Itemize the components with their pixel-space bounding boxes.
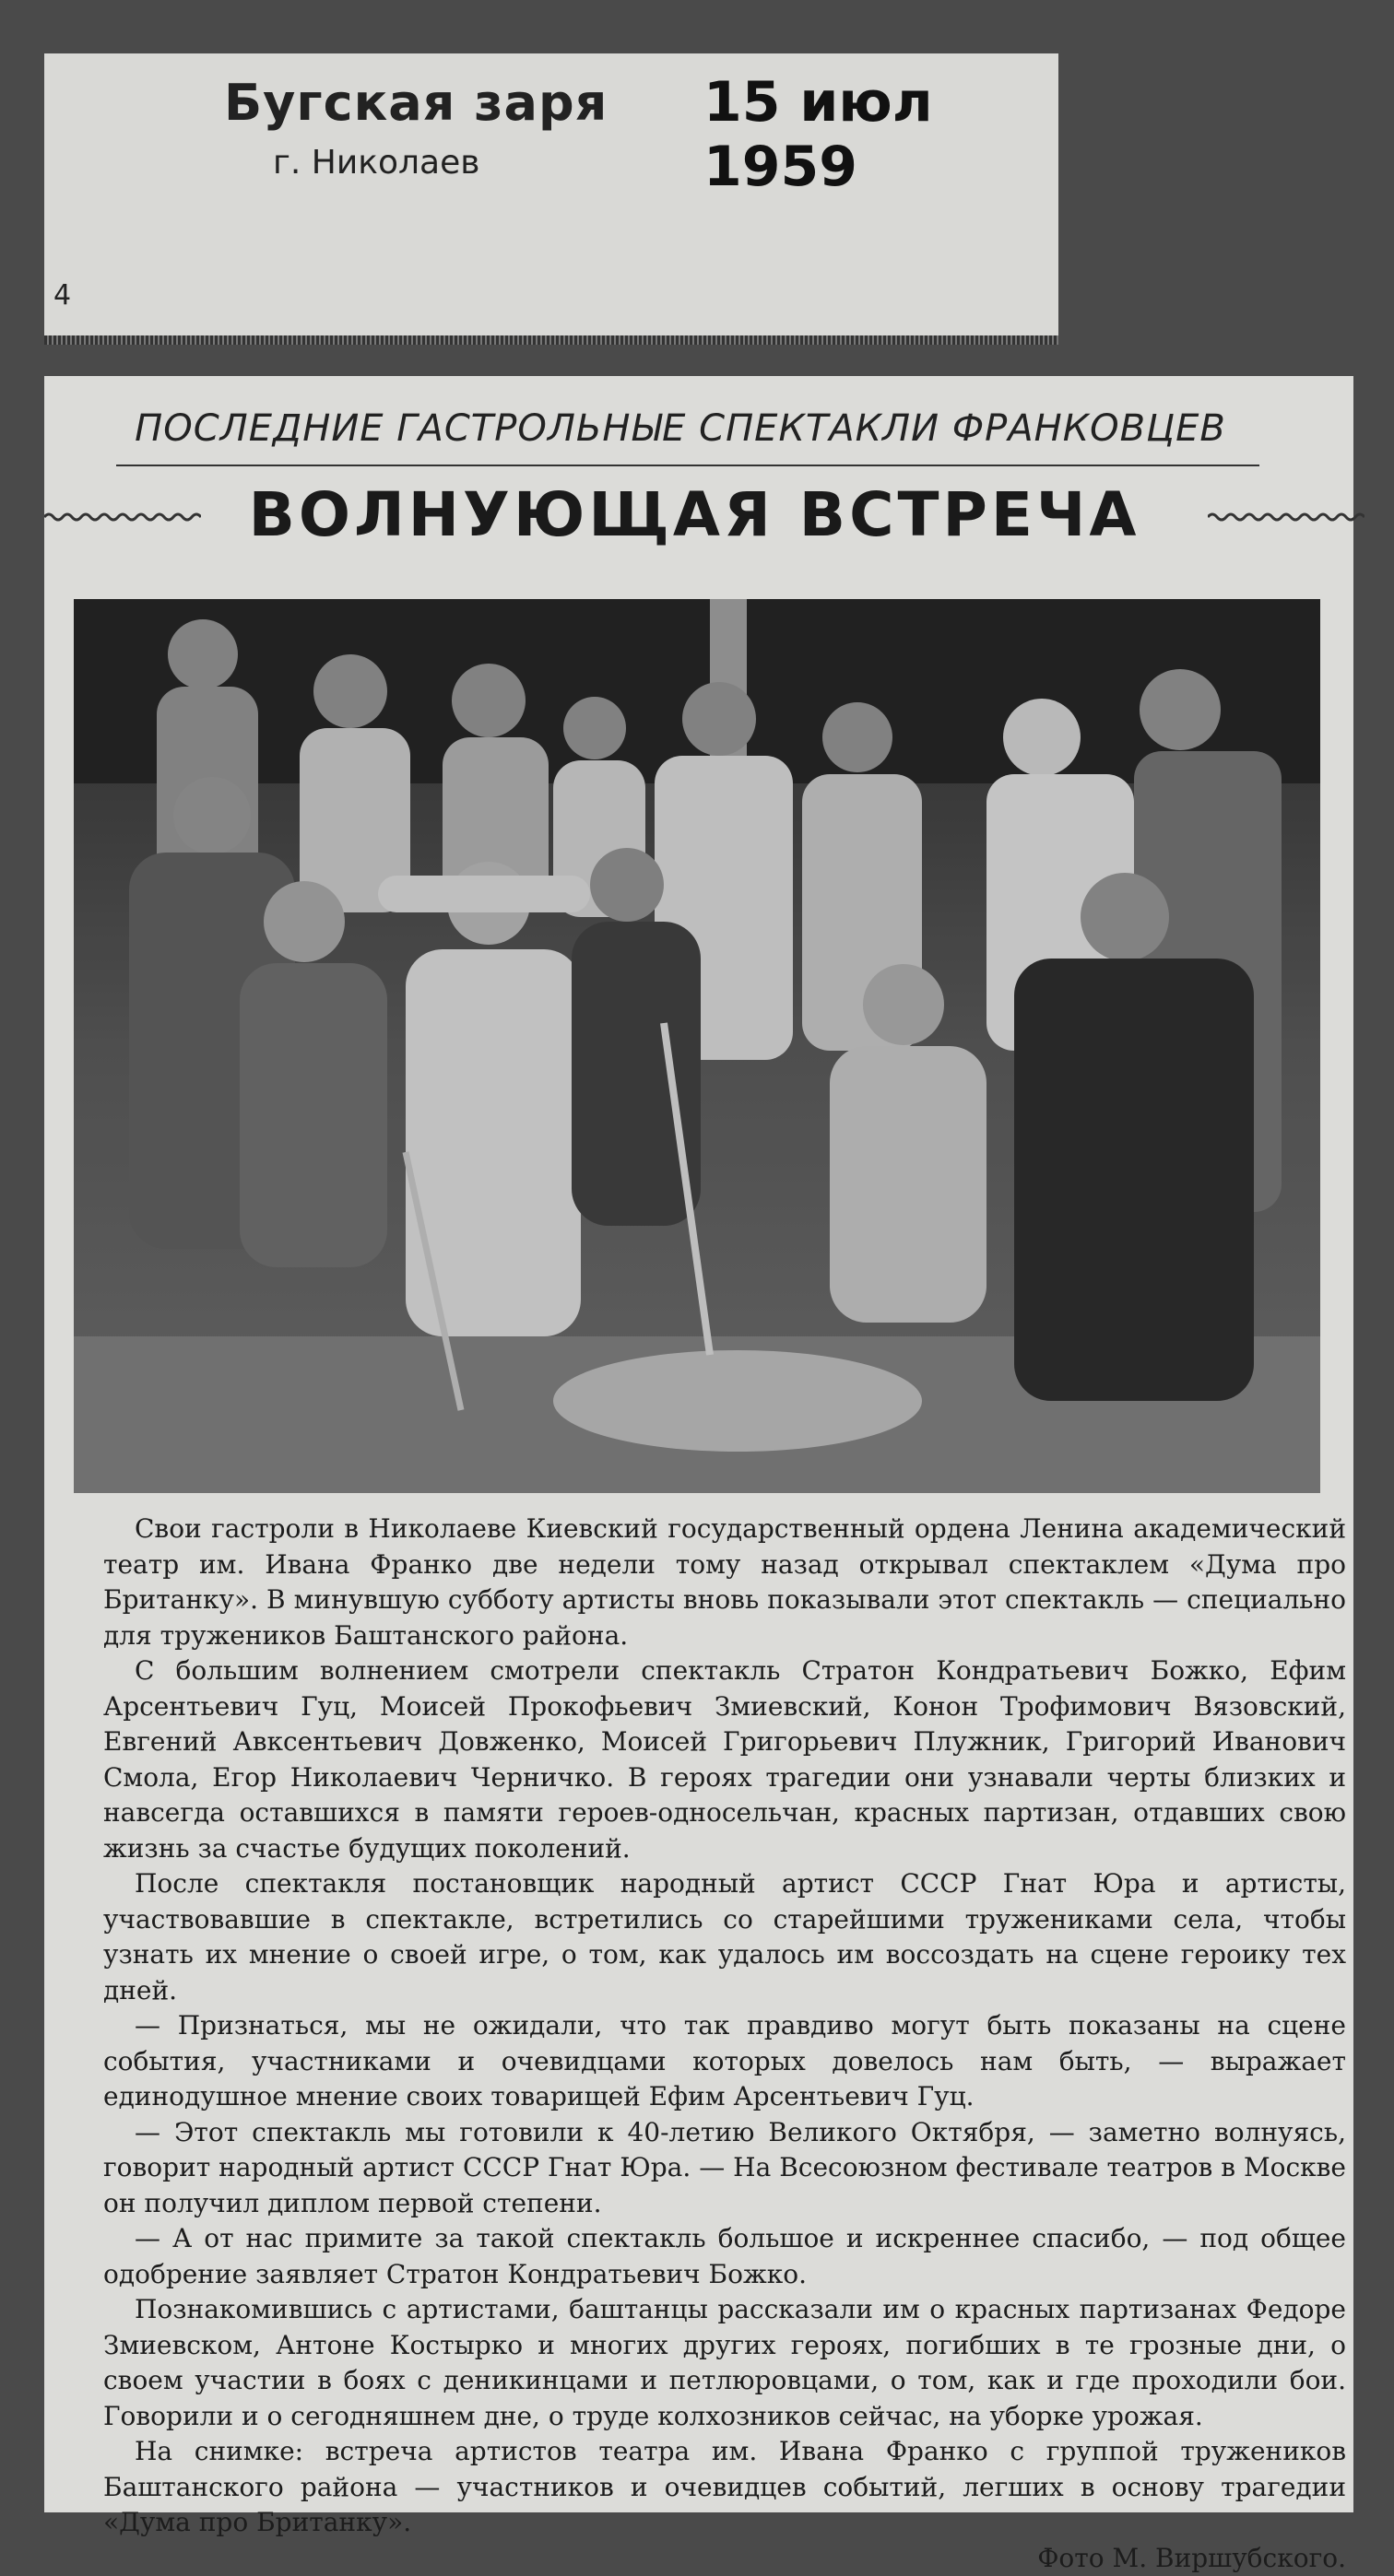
paragraph: — Признаться, мы не ожидали, что так правдиво могут быть показаны на сцене события, участниками и очевидцами которых довелось нам быть, — выражает единодушное мнение своих товарищей Ефим Арсентьевич Гуц. bbox=[103, 2008, 1346, 2115]
paragraph: Свои гастроли в Николаеве Киевский государственный ордена Ленина академический театр им. Ивана Франко две недели тому назад открывал спектаклем «Дума про Британку». В минувшую субботу артисты вновь показывали этот спектакль — специально для тружеников Баштанского района. bbox=[103, 1511, 1346, 1653]
article-headline: ВОЛНУЮЩАЯ ВСТРЕЧА bbox=[229, 479, 1160, 550]
paragraph: — А от нас примите за такой спектакль большое и искреннее спасибо, — под общее одобрение заявляет Стратон Кондратьевич Божко. bbox=[103, 2221, 1346, 2292]
paragraph: После спектакля постановщик народный артист СССР Гнат Юра и артисты, участвовавшие в спектакле, встретились со старейшими тружениками села, чтобы узнать их мнение о своей игре, о том, как удалось им воссоздать на сцене героику тех дней. bbox=[103, 1866, 1346, 2008]
group-photo bbox=[74, 599, 1320, 1493]
photo-caption: На снимке: встреча артистов театра им. Ивана Франко с группой тружеников Баштанского района — участников и очевидцев событий, легших в основу трагедии «Дума про Британку». bbox=[103, 2434, 1346, 2541]
right-wave-ornament bbox=[1208, 510, 1364, 524]
article-clipping bbox=[44, 376, 1353, 2512]
date-stamp: 15 июл 1959 bbox=[703, 70, 1058, 199]
newspaper-name: Бугская заря bbox=[224, 74, 608, 132]
paragraph: Познакомившись с артистами, баштанцы рассказали им о красных партизанах Федоре Змиевском, Антоне Костырко и многих других героях, погибших в те грозные дни, о своем участии в боях с деникинцами и петлюровцами, о том, как и где проходили бои. Говорили и о сегодняшнем дне, о труде колхозников сейчас, на уборке урожая. bbox=[103, 2292, 1346, 2434]
article-kicker: ПОСЛЕДНИЕ ГАСТРОЛЬНЫЕ СПЕКТАКЛИ ФРАНКОВЦЕВ bbox=[118, 407, 1243, 450]
paragraph: С большим волнением смотрели спектакль Стратон Кондратьевич Божко, Ефим Арсентьевич Гуц, Моисей Прокофьевич Змиевский, Конон Трофимович Вязовский, Евгений Авксентьевич Довженко, Моисей Григорьевич Плужник, Григорий Иванович Смола, Егор Николаевич Черничко. В героях трагедии они узнавали черты близких и навсегда оставшихся в памяти героев-односельчан, красных партизан, отдавших свою жизнь за счастье будущих поколений. bbox=[103, 1653, 1346, 1866]
kicker-rule bbox=[116, 465, 1259, 466]
header-rule bbox=[44, 335, 1058, 345]
newspaper-header-clipping bbox=[44, 53, 1058, 345]
credit-row bbox=[103, 2541, 1346, 2576]
page-number: 4 bbox=[53, 279, 71, 312]
newspaper-city: г. Николаев bbox=[273, 144, 479, 182]
left-wave-ornament bbox=[44, 510, 201, 524]
group-photo-icon bbox=[74, 599, 1320, 1493]
paragraph: — Этот спектакль мы готовили к 40-летию Великого Октября, — заметно волнуясь, говорит народный артист СССР Гнат Юра. — На Всесоюзном фестивале театров в Москве он получил диплом первой степени. bbox=[103, 2115, 1346, 2222]
photo-credit: Фото М. Виршубского. bbox=[1037, 2541, 1346, 2576]
article-body bbox=[103, 1511, 1346, 2576]
